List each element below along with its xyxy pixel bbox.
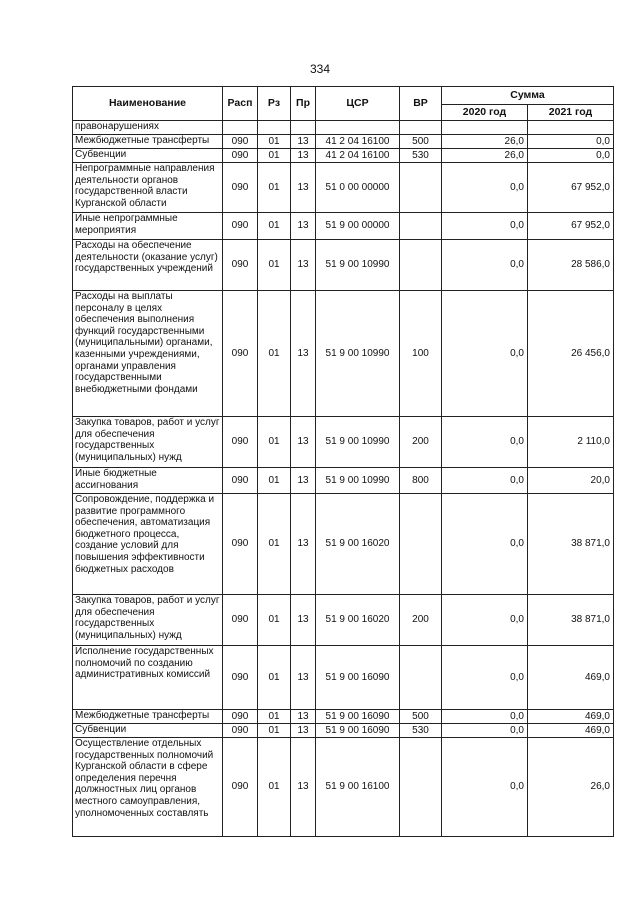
cell-rasp: 090 (223, 738, 258, 837)
cell-rasp: 090 (223, 595, 258, 646)
cell-pr: 13 (291, 724, 316, 738)
cell-name: Иные непрограммные мероприятия (73, 213, 223, 240)
table-row (73, 135, 614, 149)
cell-vr: 100 (400, 291, 442, 417)
table-row (73, 724, 614, 738)
cell-vr (400, 494, 442, 595)
cell-y2020: 0,0 (442, 738, 528, 837)
cell-csr: 51 9 00 10990 (316, 468, 400, 494)
cell-name: Субвенции (73, 724, 223, 738)
table-row (73, 417, 614, 468)
cell-csr: 51 9 00 16090 (316, 710, 400, 724)
cell-rz: 01 (258, 494, 291, 595)
cell-vr: 530 (400, 724, 442, 738)
cell-vr (400, 121, 442, 135)
cell-y2021: 26,0 (528, 738, 614, 837)
cell-pr: 13 (291, 494, 316, 595)
cell-y2021: 20,0 (528, 468, 614, 494)
cell-rasp: 090 (223, 135, 258, 149)
cell-rasp: 090 (223, 417, 258, 468)
cell-name: Субвенции (73, 149, 223, 163)
cell-rasp: 090 (223, 149, 258, 163)
header-csr: ЦСР (316, 87, 400, 121)
cell-rz (258, 121, 291, 135)
cell-pr: 13 (291, 291, 316, 417)
cell-pr: 13 (291, 738, 316, 837)
cell-name: Межбюджетные трансферты (73, 710, 223, 724)
cell-vr (400, 163, 442, 213)
cell-y2021: 38 871,0 (528, 595, 614, 646)
cell-name: Исполнение государственных полномочий по созданию административных комиссий (73, 646, 223, 710)
cell-vr (400, 213, 442, 240)
cell-rz: 01 (258, 135, 291, 149)
cell-y2021: 0,0 (528, 135, 614, 149)
cell-name: Расходы на выплаты персоналу в целях обеспечения выполнения функций государственными (муниципальными) органами, казенными учреждениями, органами управления государственными внебюджетными фондами (73, 291, 223, 417)
cell-y2020: 0,0 (442, 494, 528, 595)
cell-csr: 41 2 04 16100 (316, 135, 400, 149)
cell-pr: 13 (291, 646, 316, 710)
cell-y2021: 67 952,0 (528, 163, 614, 213)
cell-rz: 01 (258, 240, 291, 291)
cell-csr (316, 121, 400, 135)
table-body (73, 121, 614, 837)
cell-rz: 01 (258, 213, 291, 240)
cell-y2021: 469,0 (528, 724, 614, 738)
cell-rz: 01 (258, 646, 291, 710)
table-row (73, 494, 614, 595)
table-row (73, 149, 614, 163)
cell-vr (400, 646, 442, 710)
cell-name: Сопровождение, поддержка и развитие программного обеспечения, автоматизация бюджетного процесса, создание условий для повышения эффективности бюджетных расходов (73, 494, 223, 595)
cell-pr: 13 (291, 135, 316, 149)
table-row (73, 213, 614, 240)
cell-rz: 01 (258, 468, 291, 494)
table-row (73, 595, 614, 646)
cell-pr: 13 (291, 163, 316, 213)
cell-y2020: 0,0 (442, 710, 528, 724)
page-number: 334 (309, 62, 331, 76)
cell-rz: 01 (258, 710, 291, 724)
cell-csr: 41 2 04 16100 (316, 149, 400, 163)
cell-pr: 13 (291, 417, 316, 468)
cell-csr: 51 9 00 10990 (316, 240, 400, 291)
cell-rasp: 090 (223, 710, 258, 724)
table-row (73, 468, 614, 494)
table-row (73, 646, 614, 710)
header-2020: 2020 год (442, 105, 528, 121)
cell-y2021: 0,0 (528, 149, 614, 163)
cell-csr: 51 9 00 10990 (316, 417, 400, 468)
cell-rz: 01 (258, 291, 291, 417)
cell-rasp: 090 (223, 646, 258, 710)
cell-pr (291, 121, 316, 135)
cell-pr: 13 (291, 710, 316, 724)
cell-y2020: 0,0 (442, 240, 528, 291)
cell-y2020 (442, 121, 528, 135)
cell-y2021: 469,0 (528, 646, 614, 710)
cell-vr (400, 738, 442, 837)
cell-rz: 01 (258, 738, 291, 837)
cell-y2021: 38 871,0 (528, 494, 614, 595)
header-sum: Сумма (442, 87, 614, 105)
cell-y2020: 0,0 (442, 595, 528, 646)
cell-name: Непрограммные направления деятельности органов государственной власти Курганской области (73, 163, 223, 213)
header-2021: 2021 год (528, 105, 614, 121)
cell-y2020: 0,0 (442, 163, 528, 213)
cell-name: Межбюджетные трансферты (73, 135, 223, 149)
header-name: Наименование (73, 87, 223, 121)
cell-name: Закупка товаров, работ и услуг для обеспечения государственных (муниципальных) нужд (73, 417, 223, 468)
header-vr: ВР (400, 87, 442, 121)
cell-y2020: 0,0 (442, 724, 528, 738)
cell-rasp: 090 (223, 724, 258, 738)
cell-rasp: 090 (223, 163, 258, 213)
cell-y2020: 26,0 (442, 149, 528, 163)
cell-y2020: 0,0 (442, 646, 528, 710)
cell-y2020: 0,0 (442, 468, 528, 494)
cell-y2021: 67 952,0 (528, 213, 614, 240)
cell-vr (400, 240, 442, 291)
cell-csr: 51 9 00 16090 (316, 724, 400, 738)
cell-csr: 51 9 00 00000 (316, 213, 400, 240)
cell-pr: 13 (291, 149, 316, 163)
cell-vr: 200 (400, 417, 442, 468)
cell-csr: 51 9 00 16100 (316, 738, 400, 837)
cell-name: Осуществление отдельных государственных полномочий Курганской области в сфере определения перечня должностных лиц органов местного самоуправления, уполномоченных составлять (73, 738, 223, 837)
cell-csr: 51 9 00 16020 (316, 595, 400, 646)
cell-y2020: 0,0 (442, 291, 528, 417)
cell-rasp: 090 (223, 494, 258, 595)
cell-rasp: 090 (223, 213, 258, 240)
cell-y2020: 0,0 (442, 417, 528, 468)
table-row (73, 121, 614, 135)
cell-name: правонарушениях (73, 121, 223, 135)
budget-table (72, 86, 614, 837)
cell-rasp (223, 121, 258, 135)
cell-pr: 13 (291, 468, 316, 494)
cell-rasp: 090 (223, 468, 258, 494)
cell-pr: 13 (291, 240, 316, 291)
table-row (73, 240, 614, 291)
cell-y2021: 2 110,0 (528, 417, 614, 468)
cell-y2021: 469,0 (528, 710, 614, 724)
cell-rz: 01 (258, 149, 291, 163)
cell-rz: 01 (258, 595, 291, 646)
cell-pr: 13 (291, 595, 316, 646)
cell-csr: 51 0 00 00000 (316, 163, 400, 213)
cell-vr: 200 (400, 595, 442, 646)
header-rasp: Расп (223, 87, 258, 121)
header-rz: Рз (258, 87, 291, 121)
table-row (73, 710, 614, 724)
cell-vr: 530 (400, 149, 442, 163)
cell-csr: 51 9 00 16090 (316, 646, 400, 710)
cell-rz: 01 (258, 163, 291, 213)
cell-rz: 01 (258, 417, 291, 468)
cell-rasp: 090 (223, 291, 258, 417)
cell-csr: 51 9 00 16020 (316, 494, 400, 595)
cell-y2020: 0,0 (442, 213, 528, 240)
cell-y2020: 26,0 (442, 135, 528, 149)
table-row (73, 291, 614, 417)
header-pr: Пр (291, 87, 316, 121)
cell-name: Расходы на обеспечение деятельности (оказание услуг) государственных учреждений (73, 240, 223, 291)
cell-vr: 500 (400, 710, 442, 724)
cell-vr: 500 (400, 135, 442, 149)
cell-pr: 13 (291, 213, 316, 240)
cell-rasp: 090 (223, 240, 258, 291)
table-row (73, 163, 614, 213)
cell-name: Иные бюджетные ассигнования (73, 468, 223, 494)
cell-csr: 51 9 00 10990 (316, 291, 400, 417)
table-row (73, 738, 614, 837)
cell-name: Закупка товаров, работ и услуг для обеспечения государственных (муниципальных) нужд (73, 595, 223, 646)
cell-y2021: 26 456,0 (528, 291, 614, 417)
cell-y2021: 28 586,0 (528, 240, 614, 291)
cell-rz: 01 (258, 724, 291, 738)
cell-y2021 (528, 121, 614, 135)
cell-vr: 800 (400, 468, 442, 494)
